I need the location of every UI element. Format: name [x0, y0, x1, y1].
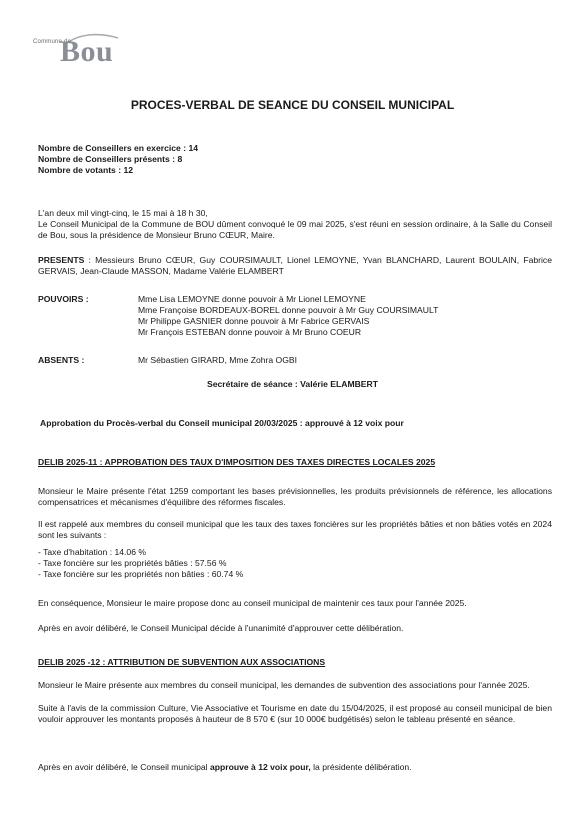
delib2-p3: [38, 762, 552, 773]
approbation-line: Approbation du Procès-verbal du Conseil municipal 20/03/2025 : approuvé à 12 voix pour: [40, 418, 404, 428]
counts-block: [38, 143, 552, 176]
logo-small-text: Commune de: [33, 39, 72, 45]
delib2-p1: Monsieur le Maire présente aux membres du conseil municipal, les demandes de subvention des associations pour l'année 2025.: [38, 680, 530, 690]
presents-text: : Messieurs Bruno CŒUR, Guy COURSIMAULT, Lionel LEMOYNE, Yvan BLANCHARD, Laurent BOULAIN, Fabrice GERVAIS, Jean-Claude MASSON, Madame Valérie ELAMBERT: [38, 255, 552, 276]
commune-logo: [30, 30, 125, 70]
tax-item: - Taxe d'habitation : 14.06 %: [38, 547, 147, 557]
delib2-p2: Suite à l'avis de la commission Culture, Vie Associative et Tourisme en date du 15/04/2025, il est proposé au conseil municipal de bien vouloir approuver les montants proposés à hauteur de 8 570 € (sur 10 000€ budgétisés) selon le tableau présenté en séance.: [38, 703, 552, 724]
delib2-p3-bold: approuve à 12 voix pour,: [209, 762, 311, 772]
intro-block: [38, 208, 552, 241]
delib2-title: DELIB 2025 -12 : ATTRIBUTION DE SUBVENTION AUX ASSOCIATIONS: [38, 657, 326, 667]
delib1-p2: Il est rappelé aux membres du conseil municipal que les taux des taxes foncières sur les propriétés bâties et non bâties votés en 2024 sont les suivants :: [38, 519, 552, 540]
delib2-p3-after: la présidente délibération.: [310, 762, 412, 772]
pouvoirs-list: [138, 294, 438, 338]
intro-text: Le Conseil Municipal de la Commune de BOU dûment convoqué le 09 mai 2025, s'est réuni en session ordinaire, à la Salle du Conseil de Bou, sous la présidence de Monsieur Bruno CŒUR, Maire.: [38, 219, 552, 240]
presents-label: PRESENTS: [38, 255, 85, 265]
absents-label: ABSENTS :: [38, 355, 85, 365]
delib1-p3: En conséquence, Monsieur le maire propose donc au conseil municipal de maintenir ces taux pour l'année 2025.: [38, 598, 467, 608]
logo-big-text: Bou: [60, 35, 114, 68]
presents-block: [38, 255, 552, 277]
delib1-p1: Monsieur le Maire présente l'état 1259 comportant les bases prévisionnelles, les produits prévisionnels de référence, les allocations compensatrices et mécanismes d'équilibre des réformes fiscales.: [38, 486, 552, 507]
pouvoir-item: Mr François ESTEBAN donne pouvoir à Mr Bruno COEUR: [138, 327, 362, 337]
secretaire-line: Secrétaire de séance : Valérie ELAMBERT: [207, 379, 378, 389]
count-presents: Nombre de Conseillers présents : 8: [38, 154, 183, 164]
pouvoirs-label: POUVOIRS :: [38, 294, 89, 304]
absents-text: Mr Sébastien GIRARD, Mme Zohra OGBI: [138, 355, 298, 365]
delib2-p3-before: Après en avoir délibéré, le Conseil municipal: [38, 762, 210, 772]
pouvoir-item: Mme Françoise BORDEAUX-BOREL donne pouvoir à Mr Guy COURSIMAULT: [138, 305, 439, 315]
delib1-tax-list: [38, 547, 552, 580]
tax-item: - Taxe foncière sur les propriétés non bâties : 60.74 %: [38, 569, 244, 579]
page-title: PROCES-VERBAL DE SEANCE DU CONSEIL MUNICIPAL: [130, 98, 455, 112]
tax-item: - Taxe foncière sur les propriétés bâties : 57.56 %: [38, 558, 227, 568]
pouvoir-item: Mr Philippe GASNIER donne pouvoir à Mr Fabrice GERVAIS: [138, 316, 370, 326]
pouvoir-item: Mme Lisa LEMOYNE donne pouvoir à Mr Lionel LEMOYNE: [138, 294, 366, 304]
intro-date: L'an deux mil vingt-cinq, le 15 mai à 18 h 30,: [38, 208, 208, 218]
delib1-title: DELIB 2025-11 : APPROBATION DES TAUX D'IMPOSITION DES TAXES DIRECTES LOCALES 2025: [38, 457, 436, 467]
delib1-p4: Après en avoir délibéré, le Conseil Municipal décide à l'unanimité d'approuver cette délibération.: [38, 623, 404, 633]
count-exercice: Nombre de Conseillers en exercice : 14: [38, 143, 199, 153]
count-votants: Nombre de votants : 12: [38, 165, 134, 175]
